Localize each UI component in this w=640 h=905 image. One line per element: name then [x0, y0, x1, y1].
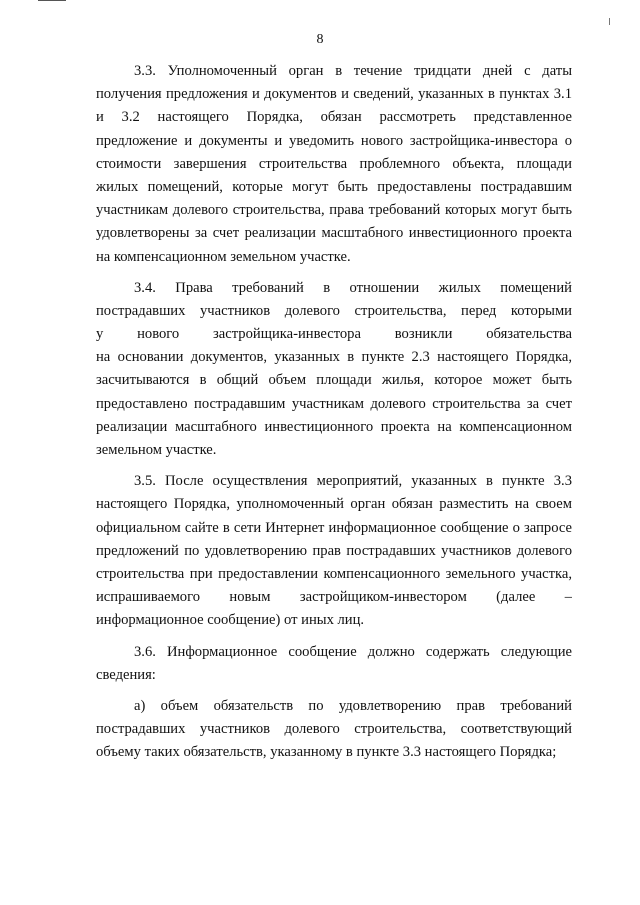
paragraph-item-a: [96, 695, 572, 765]
text-line: и 3.2 настоящего Порядка, обязан рассмотреть представленное: [96, 109, 572, 126]
text-line: на компенсационном земельном участке.: [96, 248, 351, 265]
text-line: строительства при предоставлении компенсационного земельного участка,: [96, 565, 572, 582]
page-number: 8: [316, 32, 324, 47]
text-line: сведения:: [96, 666, 156, 683]
text-line: на основании документов, указанных в пункте 2.3 настоящего Порядка,: [96, 349, 572, 366]
text-line: настоящего Порядка, уполномоченный орган обязан разместить на своем: [96, 496, 572, 513]
paragraph-3-6: [96, 641, 572, 687]
text-line: реализации масштабного инвестиционного проекта на компенсационном: [96, 418, 572, 435]
text-line: 3.4. Права требований в отношении жилых помещений: [134, 279, 572, 296]
text-line: участникам долевого строительства, права требований которых могут быть: [96, 202, 572, 219]
text-line: предложений по удовлетворению прав пострадавших участников долевого: [96, 542, 572, 559]
text-line: получения предложения и документов и сведений, указанных в пунктах 3.1: [96, 86, 572, 103]
text-line: информационное сообщение) от иных лиц.: [96, 612, 365, 629]
text-line: 3.6. Информационное сообщение должно содержать следующие: [134, 643, 572, 660]
text-line: жилых помещений, которые могут быть предоставлены пострадавшим: [96, 178, 572, 195]
scan-edge-mark: [609, 18, 610, 25]
text-line: засчитываются в общий объем площади жилья, которое может быть: [96, 372, 572, 389]
text-line: испрашиваемого новым застройщиком-инвестором (далее –: [96, 589, 572, 606]
text-line: предложение и документы и уведомить нового застройщика-инвестора о: [96, 132, 572, 149]
text-line: у нового застройщика-инвестора возникли обязательства: [96, 326, 572, 343]
text-line: земельном участке.: [96, 442, 217, 458]
text-line: объему таких обязательств, указанному в пункте 3.3 настоящего Порядка;: [96, 744, 557, 761]
document-body: [96, 60, 572, 764]
text-line: а) объем обязательств по удовлетворению прав требований: [134, 697, 572, 714]
paragraph-3-4: [96, 277, 572, 463]
scan-corner-mark: [38, 0, 66, 1]
text-line: удовлетворены за счет реализации масштабного инвестиционного проекта: [96, 225, 572, 242]
paragraph-3-5: [96, 470, 572, 632]
text-line: 3.5. После осуществления мероприятий, указанных в пункте 3.3: [134, 473, 572, 490]
paragraph-3-3: [96, 60, 572, 269]
text-line: пострадавших участников долевого строительства, соответствующий: [96, 721, 572, 738]
text-line: 3.3. Уполномоченный орган в течение тридцати дней с даты: [134, 63, 572, 79]
text-line: стоимости завершения строительства проблемного объекта, площади: [96, 155, 572, 172]
text-line: пострадавших участников долевого строительства, перед которыми: [96, 302, 572, 319]
text-line: предоставлено пострадавшим участникам долевого строительства за счет: [96, 395, 572, 412]
text-line: официальном сайте в сети Интернет информационное сообщение о запросе: [96, 519, 572, 536]
